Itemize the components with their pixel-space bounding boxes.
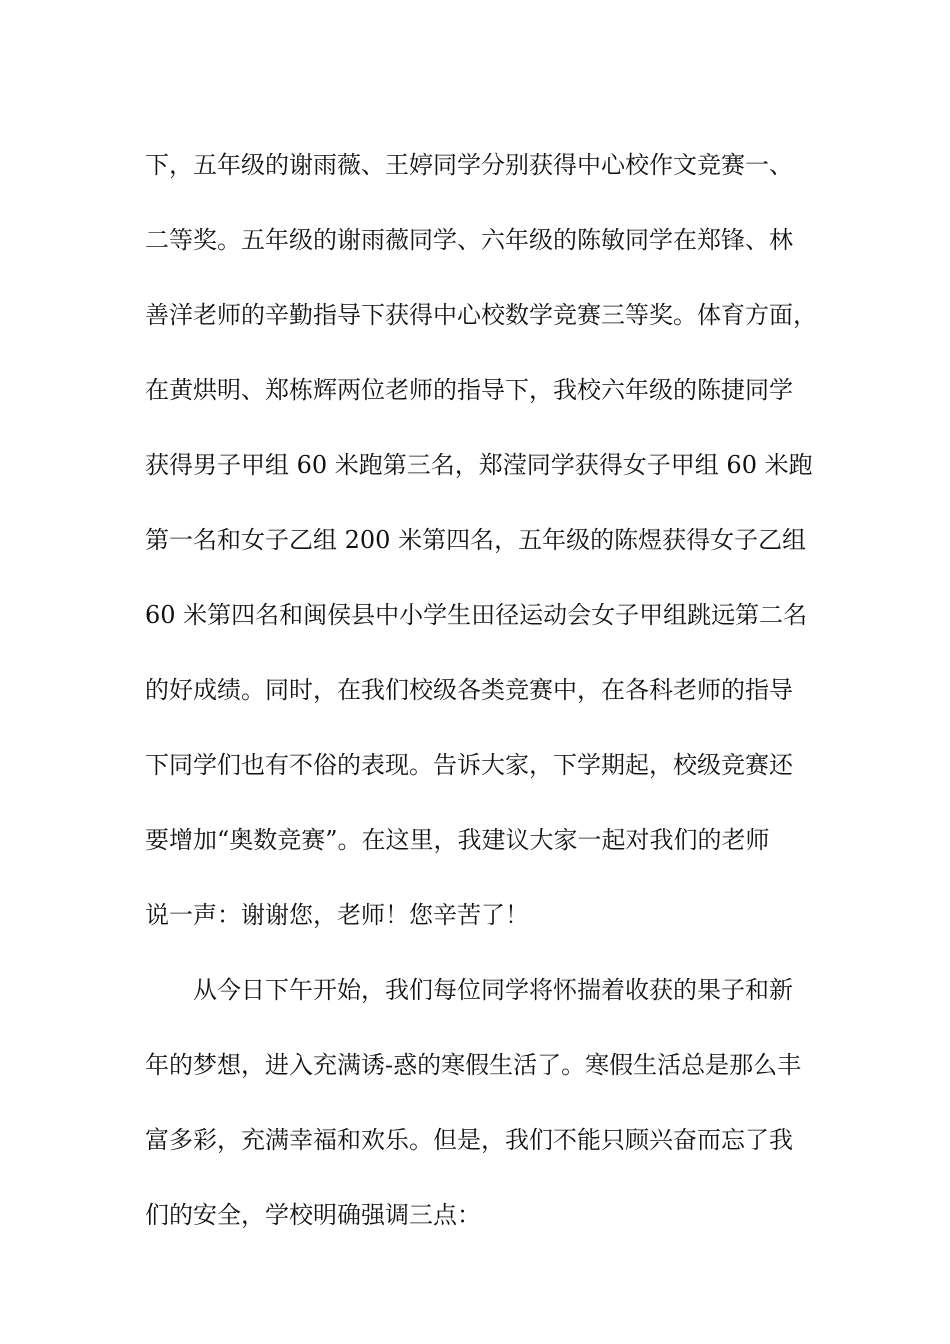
text-line: 从今日下午开始，我们每位同学将怀揣着收获的果子和新	[193, 976, 793, 1004]
text-line: 第一名和女子乙组 200 米第四名，五年级的陈煜获得女子乙组	[145, 526, 807, 554]
text-line: 们的安全，学校明确强调三点：	[145, 1201, 481, 1229]
text-line: 获得男子甲组 60 米跑第三名，郑滢同学获得女子甲组 60 米跑	[145, 451, 813, 479]
text-line: 富多彩，充满幸福和欢乐。但是，我们不能只顾兴奋而忘了我	[145, 1126, 793, 1154]
text-line: 下，五年级的谢雨薇、王婷同学分别获得中心校作文竞赛一、	[145, 151, 793, 179]
text-line: 善洋老师的辛勤指导下获得中心校数学竞赛三等奖。体育方面，	[145, 301, 817, 329]
text-line: 要增加“奥数竞赛”。在这里，我建议大家一起对我们的老师	[145, 826, 770, 854]
text-line: 的好成绩。同时，在我们校级各类竞赛中，在各科老师的指导	[145, 676, 793, 704]
text-line: 年的梦想，进入充满诱-惑的寒假生活了。寒假生活总是那么丰	[145, 1051, 802, 1079]
text-line: 60 米第四名和闽侯县中小学生田径运动会女子甲组跳远第二名	[145, 601, 808, 629]
text-line: 说一声：谢谢您，老师！您辛苦了！	[145, 901, 529, 929]
document-body	[145, 128, 825, 1253]
text-line: 在黄烘明、郑栋辉两位老师的指导下，我校六年级的陈捷同学	[145, 376, 793, 404]
text-line: 二等奖。五年级的谢雨薇同学、六年级的陈敏同学在郑锋、林	[145, 226, 793, 254]
text-line: 下同学们也有不俗的表现。告诉大家，下学期起，校级竞赛还	[145, 751, 793, 779]
